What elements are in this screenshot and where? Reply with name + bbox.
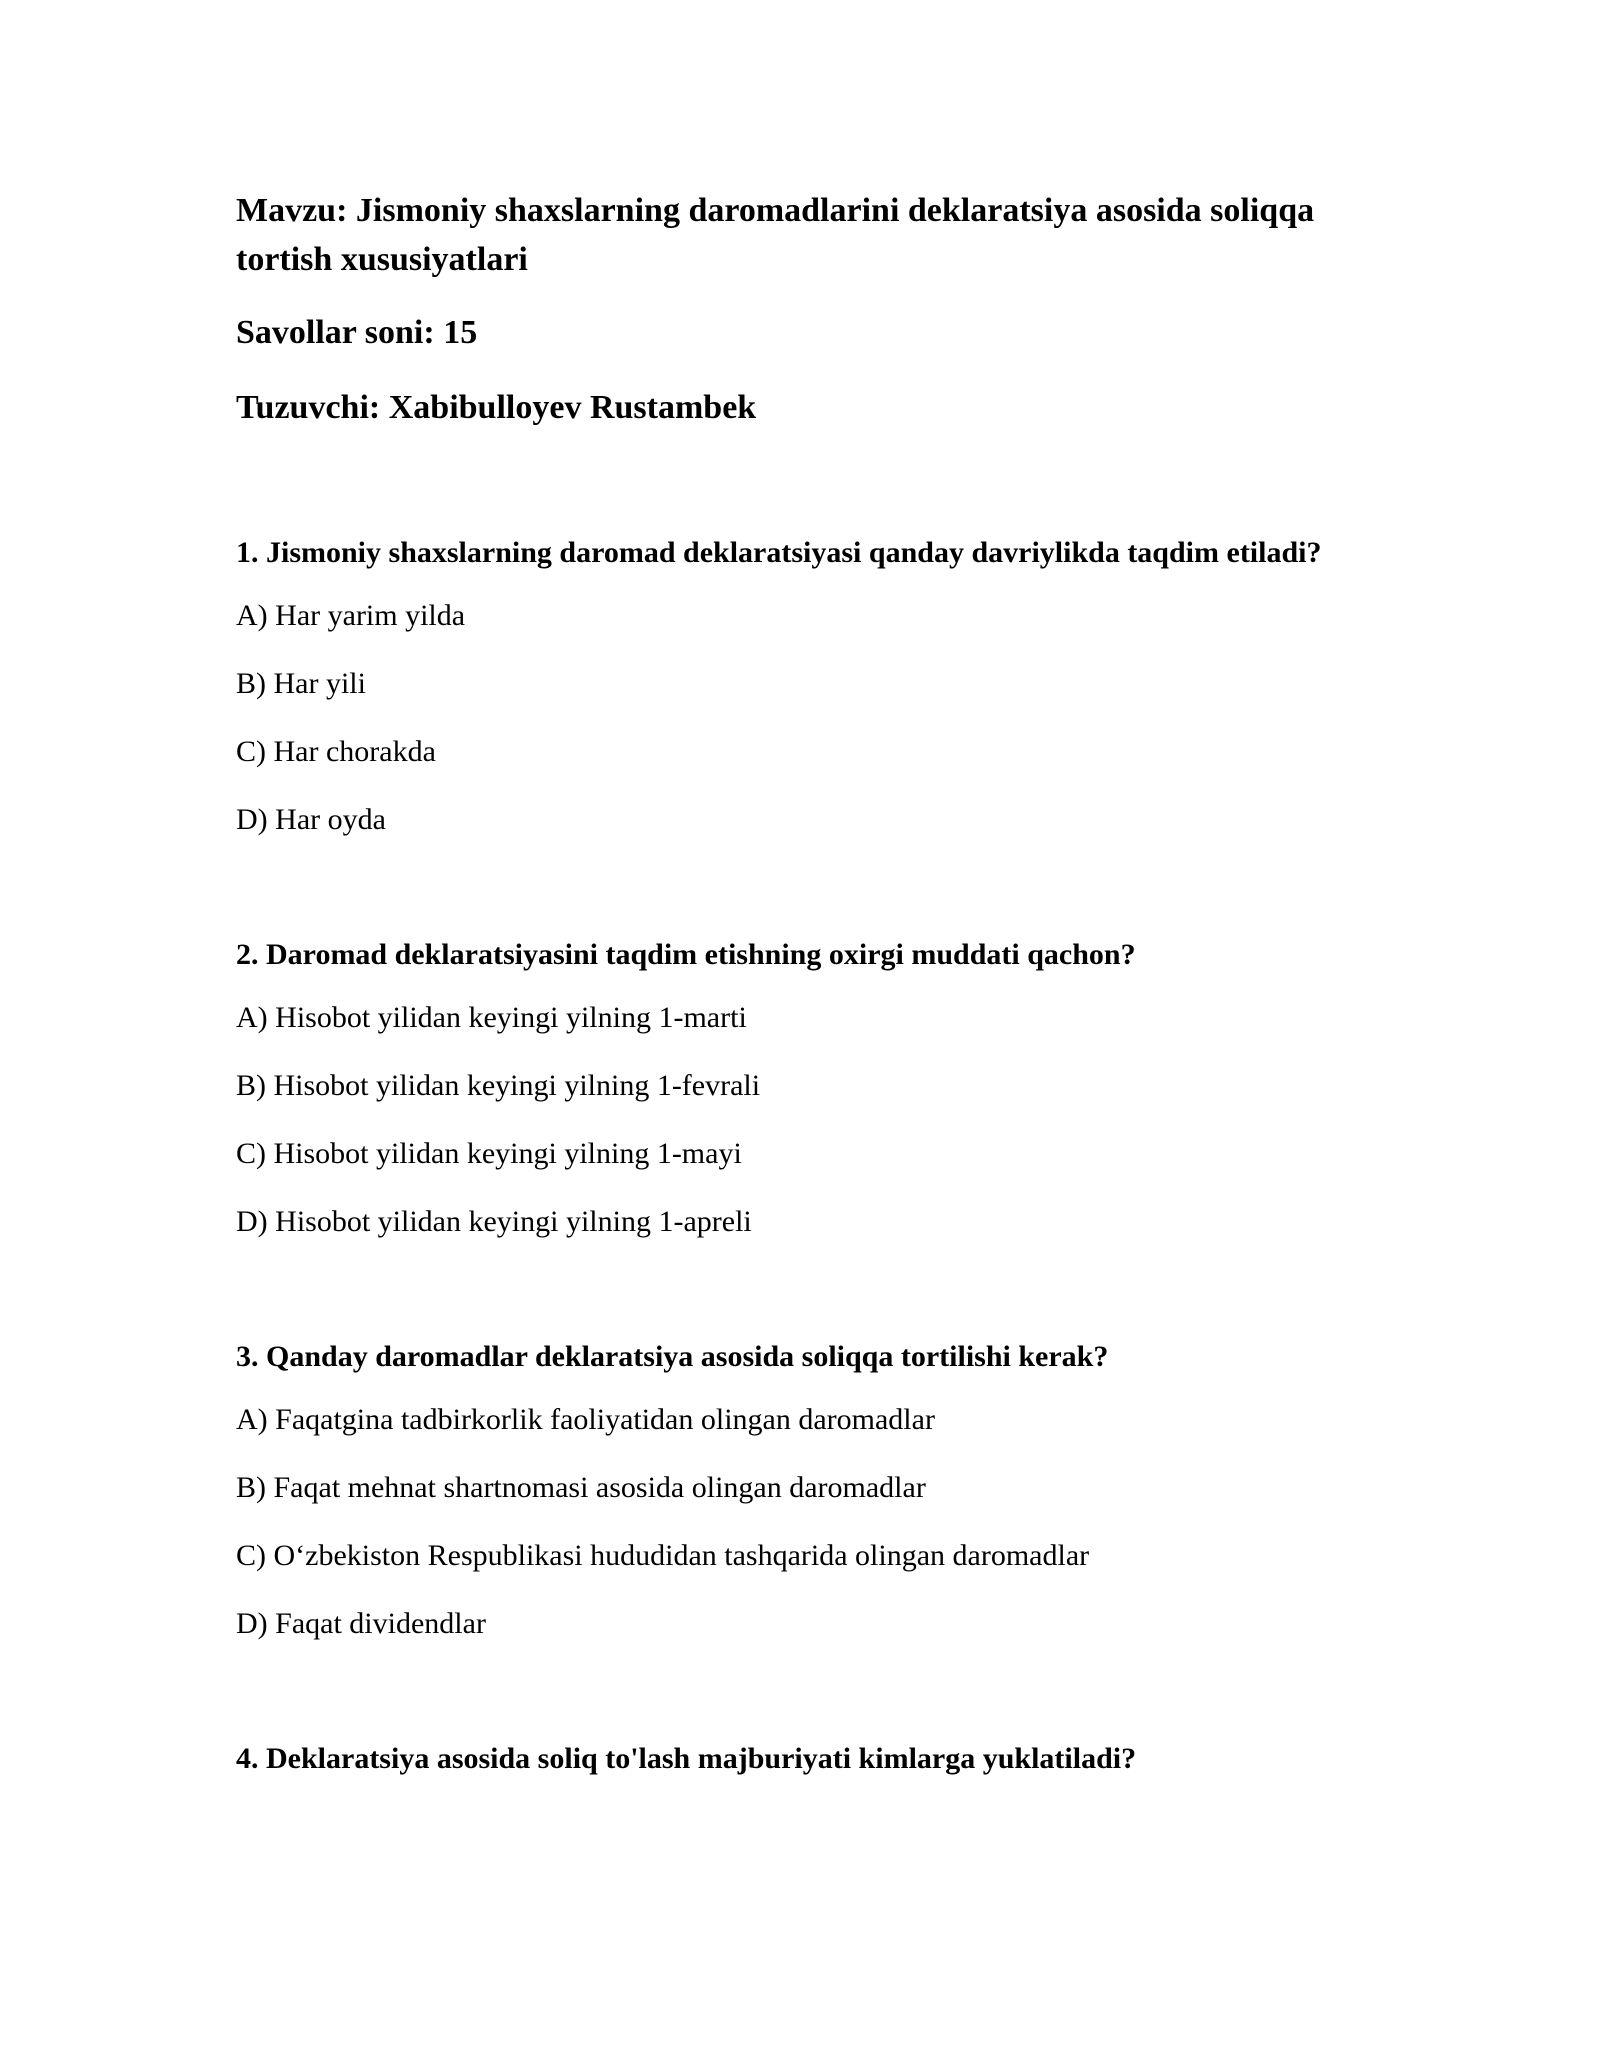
answer-option-a: A) Faqatgina tadbirkorlik faoliyatidan olingan daromadlar [236,1403,935,1436]
question-2 [236,934,1366,1240]
answer-option-c: C) Hisobot yilidan keyingi yilning 1-mayi [236,1137,742,1170]
question-text: 4. Deklaratsiya asosida soliq to'lash majburiyati kimlarga yuklatiladi? [236,1742,1137,1775]
document-content [236,186,1366,1804]
answer-option-a: A) Har yarim yilda [236,599,466,632]
answer-option-d: D) Har oyda [236,803,386,836]
answer-option-b: B) Faqat mehnat shartnomasi asosida olingan daromadlar [236,1471,926,1504]
question-count-heading: Savollar soni: 15 [236,314,478,351]
answer-option-a: A) Hisobot yilidan keyingi yilning 1-marti [236,1001,747,1034]
answer-option-d: D) Hisobot yilidan keyingi yilning 1-apreli [236,1205,752,1238]
question-1 [236,532,1366,838]
answer-option-c: C) O‘zbekiston Respublikasi hududidan tashqarida olingan daromadlar [236,1539,1090,1572]
question-4 [236,1738,1366,1780]
answer-option-b: B) Har yili [236,667,366,700]
answer-option-d: D) Faqat dividendlar [236,1607,486,1640]
answer-option-c: C) Har chorakda [236,735,436,768]
question-3 [236,1336,1366,1642]
question-text: 1. Jismoniy shaxslarning daromad deklaratsiyasi qanday davriylikda taqdim etiladi? [236,536,1322,569]
author-heading: Tuzuvchi: Xabibulloyev Rustambek [236,389,757,426]
topic-heading: Mavzu: Jismoniy shaxslarning daromadlarini deklaratsiya asosida soliqqa tortish xususiyatlari [236,192,1315,278]
question-text: 2. Daromad deklaratsiyasini taqdim etishning oxirgi muddati qachon? [236,938,1136,971]
answer-option-b: B) Hisobot yilidan keyingi yilning 1-fevrali [236,1069,761,1102]
question-text: 3. Qanday daromadlar deklaratsiya asosida soliqqa tortilishi kerak? [236,1340,1109,1373]
